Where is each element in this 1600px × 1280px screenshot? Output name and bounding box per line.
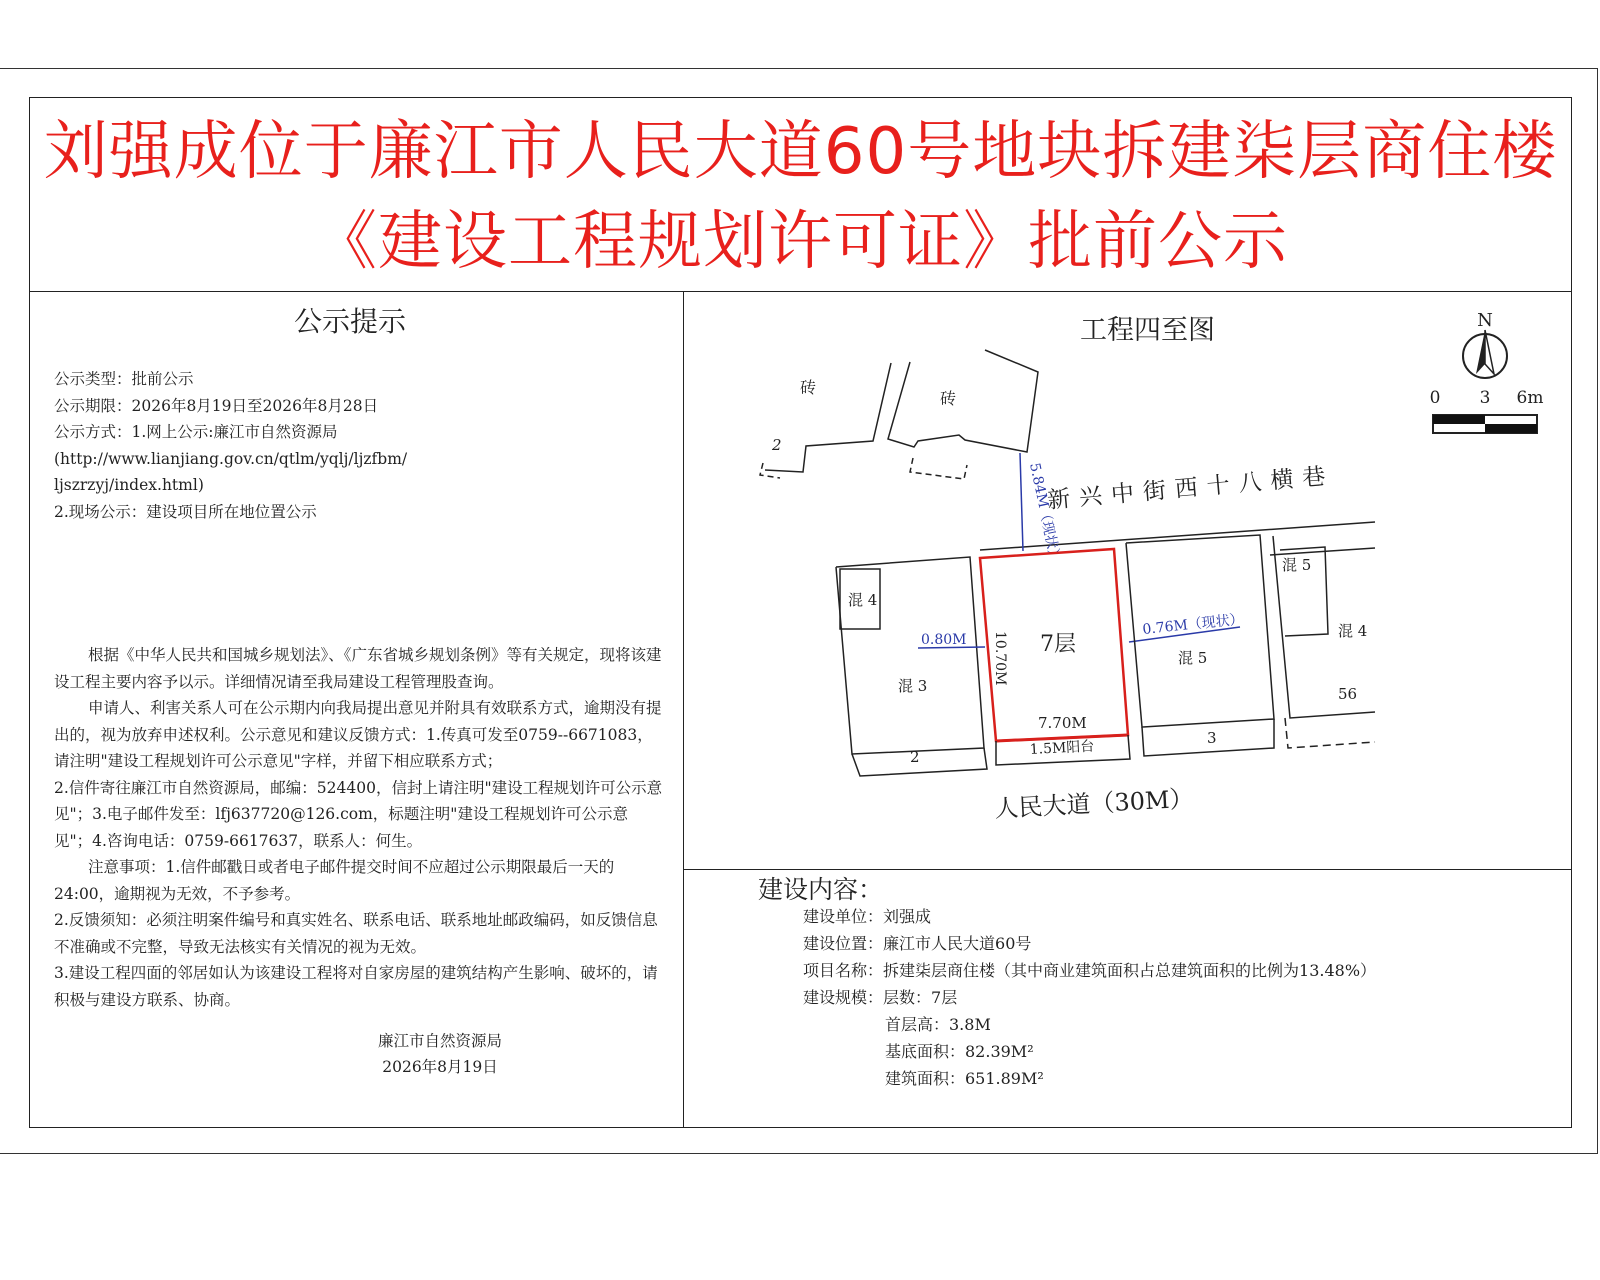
signature-org: 廉江市自然资源局: [377, 1032, 502, 1050]
right-middle-building: [1126, 535, 1274, 756]
north-label: N: [1477, 310, 1493, 331]
content-value: 层数：7层: [883, 988, 958, 1007]
notice-type: 公示类型：批前公示: [54, 370, 194, 388]
street-south-label: 人民大道（30M）: [993, 784, 1195, 823]
num-2-bottom: 2: [910, 748, 920, 766]
notice-method: 公示方式：1.网上公示:廉江市自然资源局: [54, 423, 338, 441]
north-buildings: [760, 350, 1038, 479]
floors-label: 7层: [1040, 632, 1076, 657]
content-heading: 建设内容：: [758, 875, 884, 904]
left-building: [836, 557, 987, 776]
scale-label-6: 6m: [1516, 388, 1544, 408]
content-label: 建设单位：: [803, 907, 884, 926]
map-title: 工程四至图: [1080, 315, 1215, 346]
content-value: 刘强成: [883, 907, 932, 926]
north-arrow-icon: [1463, 310, 1507, 378]
content-row-base-area: [885, 1038, 1034, 1065]
mix3-label: 混 3: [898, 677, 928, 695]
scale-label-0: 0: [1429, 388, 1441, 408]
paragraph-feedback: 申请人、利害关系人可在公示期内向我局提出意见并附具有效联系方式，逾期没有提出的，视为放弃申述权利。公示意见和建议反馈方式：1.传真可发至0759--6671083，请注明"建设工程规划许可公示意见"字样，并留下相应联系方式；: [54, 699, 662, 770]
dim-west-label: 0.80M: [921, 632, 967, 648]
paragraph-letter: 2.信件寄往廉江市自然资源局，邮编：524400，信封上请注明"建设工程规划许可公示意见"；3.电子邮件发至：lfj637720@126.com，标题注明"建设工程规划许可公示意见"；4.咨询电话：0759-6617637，联系人：何生。: [54, 778, 663, 850]
depth-label: 10.70M: [992, 631, 1008, 686]
scale-label-3: 3: [1479, 388, 1491, 408]
num-3-bottom: 3: [1207, 729, 1217, 747]
content-row-unit: [803, 903, 931, 930]
content-value: 廉江市人民大道60号: [883, 934, 1032, 953]
content-label: 建设位置：: [803, 934, 884, 953]
content-row-scale: [803, 984, 957, 1011]
brick-label-1: 砖: [800, 378, 817, 397]
dim-north-label: 5.84M（现状）: [1026, 461, 1063, 565]
signature-date: 2026年8月19日: [382, 1058, 498, 1076]
content-value: 拆建柒层商住楼（其中商业建筑面积占总建筑面积的比例为13.48%）: [883, 961, 1377, 980]
notice-period: 公示期限：2026年8月19日至2026年8月28日: [54, 396, 379, 415]
paragraph-basis: 根据《中华人民共和国城乡规划法》、《广东省城乡规划条例》等有关规定，现将该建设工程主要内容予以示。详细情况请至我局建设工程管理股查询。: [54, 646, 662, 691]
content-value: 基底面积：82.39M²: [885, 1042, 1034, 1061]
notice-site: 2.现场公示：建设项目所在地位置公示: [54, 502, 317, 521]
paragraph-notes: 注意事项：1.信件邮戳日或者电子邮件提交时间不应超过公示期限最后一天的24:00，逾期视为无效，不予参考。: [54, 858, 615, 903]
scale-bar: [1430, 388, 1544, 433]
dim-east-label: 0.76M（现状）: [1141, 611, 1245, 638]
content-row-floor-area: [885, 1065, 1044, 1092]
title-line-1: 刘强成位于廉江市人民大道60号地块拆建柒层商住楼: [43, 115, 1558, 189]
num-2-top: 2: [772, 436, 782, 454]
mix4-left-label: 混 4: [848, 591, 878, 609]
content-row-project: [803, 957, 1376, 984]
content-row-first-floor: [885, 1011, 991, 1038]
content-value: 首层高：3.8M: [885, 1015, 991, 1034]
paragraph-neighbors: 3.建设工程四面的邻居如认为该建设工程将对自家房屋的建筑结构产生影响、破坏的，请积极与建设方联系、协商。: [54, 964, 658, 1009]
balcony-label: 1.5M阳台: [1029, 738, 1095, 758]
content-label: 建设规模：: [803, 988, 884, 1007]
dim-north-line: [1020, 453, 1023, 551]
notice-url-line2: ljszrzyj/index.html): [54, 476, 204, 494]
content-label: 项目名称：: [803, 961, 884, 980]
paragraph-requirements: 2.反馈须知：必须注明案件编号和真实姓名、联系电话、联系地址邮政编码，如反馈信息不准确或不完整，导致无法核实有关情况的视为无效。: [54, 911, 658, 956]
content-value: 建筑面积：651.89M²: [885, 1069, 1044, 1088]
notice-heading: 公示提示: [293, 305, 406, 338]
content-row-location: [803, 930, 1031, 957]
notice-board: [29, 97, 1572, 1128]
notice-url-line1: (http://www.lianjiang.gov.cn/qtlm/yqlj/ljzfbm/: [54, 449, 408, 468]
width-label: 7.70M: [1038, 714, 1087, 732]
num-56-label: 56: [1338, 685, 1358, 703]
mix5-mid-label: 混 5: [1178, 649, 1208, 667]
brick-label-2: 砖: [940, 389, 957, 408]
street-north-label: 新兴中街西十八横巷: [1046, 462, 1336, 514]
title-line-2: 《建设工程规划许可证》批前公示: [313, 205, 1288, 279]
mix5-right-label: 混 5: [1282, 556, 1312, 574]
mix4-right-label: 混 4: [1338, 622, 1368, 640]
